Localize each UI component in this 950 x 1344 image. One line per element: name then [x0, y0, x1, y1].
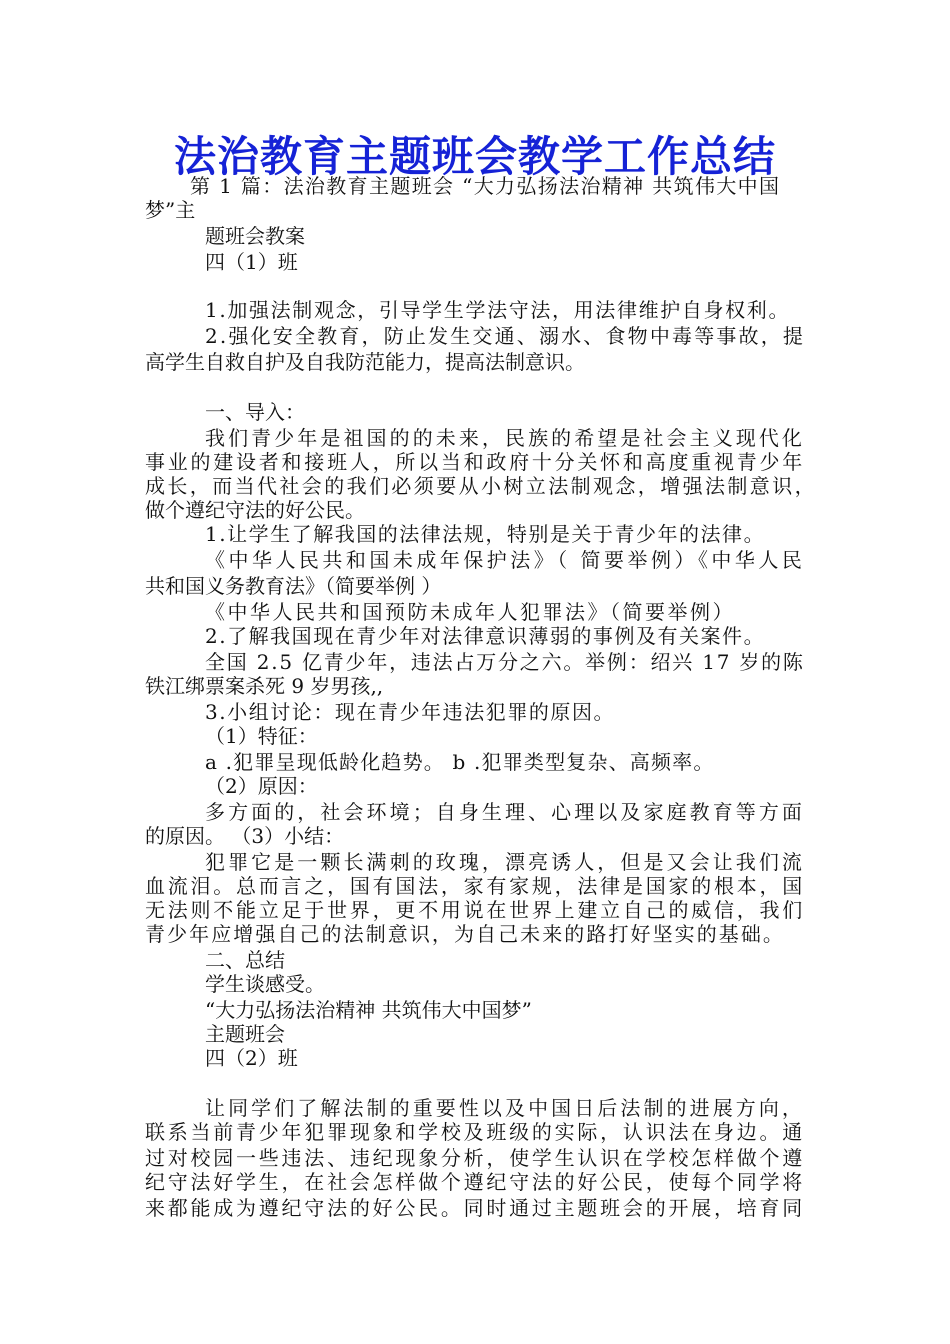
text-line: 四（1）班 — [205, 250, 298, 274]
text-line: 《中华人民共和国预防未成年人犯罪法》（简要举例） — [205, 600, 735, 624]
text-line: 一、导入： — [205, 400, 305, 424]
text-line: 做个遵纪守法的好公民。 — [145, 498, 365, 522]
text-line: 来都能成为遵纪守法的好公民。同时通过主题班会的开展，培育同 — [145, 1196, 805, 1220]
text-line: 二、总结 — [205, 948, 285, 972]
text-line: 铁江绑票案杀死 9 岁男孩,, — [145, 674, 384, 698]
text-line: 2.了解我国现在青少年对法律意识薄弱的事例及有关案件。 — [205, 624, 766, 648]
text-line: 事业的建设者和接班人，所以当和政府十分关怀和高度重视青少年 — [145, 450, 805, 474]
text-line: 联系当前青少年犯罪现象和学校及班级的实际，认识法在身边。通 — [145, 1120, 805, 1144]
text-line: 全国 2.5 亿青少年，违法占万分之六。举例：绍兴 17 岁的陈 — [205, 650, 805, 674]
text-line: 学生谈感受。 — [205, 972, 325, 996]
text-line: 无法则不能立足于世界，更不用说在世界上建立自己的威信，我们 — [145, 898, 805, 922]
text-line: a .犯罪呈现低龄化趋势。 b .犯罪类型复杂、高频率。 — [205, 750, 715, 774]
text-line: 《中华人民共和国未成年保护法》（ 简要举例）《中华人民 — [205, 548, 806, 572]
text-line: 第 1 篇：法治教育主题班会 “大力弘扬法治精神 共筑伟大中国 — [190, 174, 781, 198]
text-line: 犯罪它是一颗长满刺的玫瑰，漂亮诱人，但是又会让我们流 — [205, 850, 805, 874]
text-line: 的原因。 （3）小结： — [145, 824, 345, 848]
text-line: “大力弘扬法治精神 共筑伟大中国梦” — [205, 998, 532, 1022]
text-line: （2）原因： — [205, 774, 318, 798]
text-line: 主题班会 — [205, 1022, 285, 1046]
text-line: 3.小组讨论：现在青少年违法犯罪的原因。 — [205, 700, 616, 724]
text-line: 1.让学生了解我国的法律法规，特别是关于青少年的法律。 — [205, 522, 766, 546]
text-line: 题班会教案 — [205, 224, 305, 248]
text-line: 多方面的，社会环境；自身生理、心理以及家庭教育等方面 — [205, 800, 805, 824]
text-line: 青少年应增强自己的法制意识，为自己未来的路打好坚实的基础。 — [145, 922, 785, 946]
text-line: 1.加强法制观念，引导学生学法守法，用法律维护自身权利。 — [205, 298, 791, 322]
text-line: 过对校园一些违法、违纪现象分析，使学生认识在学校怎样做个遵 — [145, 1146, 805, 1170]
text-line: （1）特征： — [205, 724, 318, 748]
text-line: 成长，而当代社会的我们必须要从小树立法制观念，增强法制意识， — [145, 474, 817, 498]
text-line: 四（2）班 — [205, 1046, 298, 1070]
text-line: 梦”主 — [145, 198, 196, 222]
text-line: 让同学们了解法制的重要性以及中国日后法制的进展方向， — [205, 1096, 805, 1120]
text-line: 我们青少年是祖国的的未来，民族的希望是社会主义现代化 — [205, 426, 805, 450]
text-line: 纪守法好学生，在社会怎样做个遵纪守法的好公民，使每个同学将 — [145, 1170, 805, 1194]
text-line: 血流泪。总而言之，国有国法，家有家规，法律是国家的根本，国 — [145, 874, 805, 898]
document-title: 法治教育主题班会教学工作总结 — [173, 132, 776, 181]
text-line: 共和国义务教育法》（简要举例 ） — [145, 574, 442, 598]
text-line: 2.强化安全教育，防止发生交通、溺水、食物中毒等事故，提 — [205, 324, 806, 348]
text-line: 高学生自救自护及自我防范能力，提高法制意识。 — [145, 350, 585, 374]
